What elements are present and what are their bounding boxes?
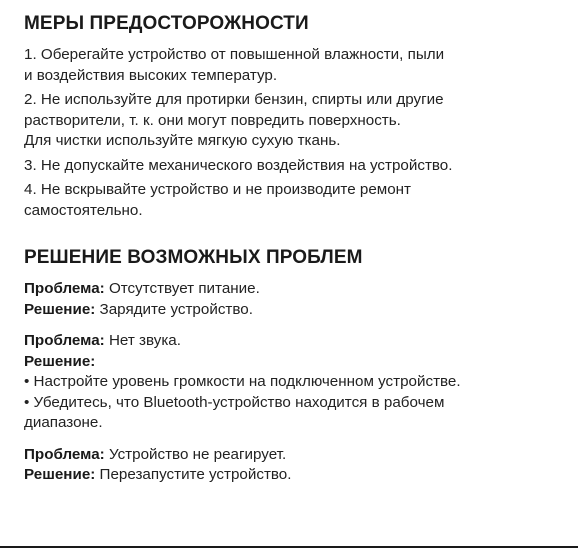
solution-text: Перезапустите устройство. [95, 466, 292, 483]
problem-label: Проблема: [24, 445, 105, 463]
precaution-item-4: 4. Не вскрывайте устройство и не производите ремонт самостоятельно. [24, 181, 412, 219]
problem-line [24, 279, 564, 300]
solution-bullet-2: • Убедитесь, что Bluetooth-устройство находится в рабочем диапазоне. [24, 393, 445, 431]
troubleshooting-title: РЕШЕНИЕ ВОЗМОЖНЫХ ПРОБЛЕМ [24, 247, 363, 268]
solution-line [24, 465, 564, 486]
trouble-case-2 [24, 331, 564, 434]
problem-line [24, 331, 564, 352]
solution-label: Решение: [24, 300, 96, 318]
precaution-item-2: 2. Не используйте для протирки бензин, спирты или другие растворители, т. к. они могут повредить поверхность. Для чистки используйте мягкую сухую ткань. [24, 91, 444, 149]
problem-text: Отсутствует питание. [104, 280, 260, 297]
manual-page [24, 12, 564, 486]
problem-text: Устройство не реагирует. [104, 445, 287, 463]
solution-label: Решение: [24, 466, 96, 483]
trouble-case-3 [24, 445, 564, 486]
solution-bullet-1: • Настройте уровень громкости на подключенном устройстве. [24, 373, 461, 390]
solution-line [24, 300, 564, 321]
problem-text: Нет звука. [104, 332, 181, 349]
solution-line [24, 352, 564, 373]
precautions-title: МЕРЫ ПРЕДОСТОРОЖНОСТИ [24, 13, 309, 34]
problem-label: Проблема: [24, 280, 105, 297]
solution-text: Зарядите устройство. [95, 300, 253, 318]
bottom-divider [0, 546, 578, 548]
trouble-case-1 [24, 279, 564, 320]
solution-label: Решение: [24, 352, 96, 370]
problem-line [24, 445, 564, 466]
precaution-item-1: 1. Оберегайте устройство от повышенной влажности, пыли и воздействия высоких температур. [24, 46, 445, 84]
precaution-item-3: 3. Не допускайте механического воздействия на устройство. [24, 156, 453, 174]
problem-label: Проблема: [24, 332, 105, 349]
